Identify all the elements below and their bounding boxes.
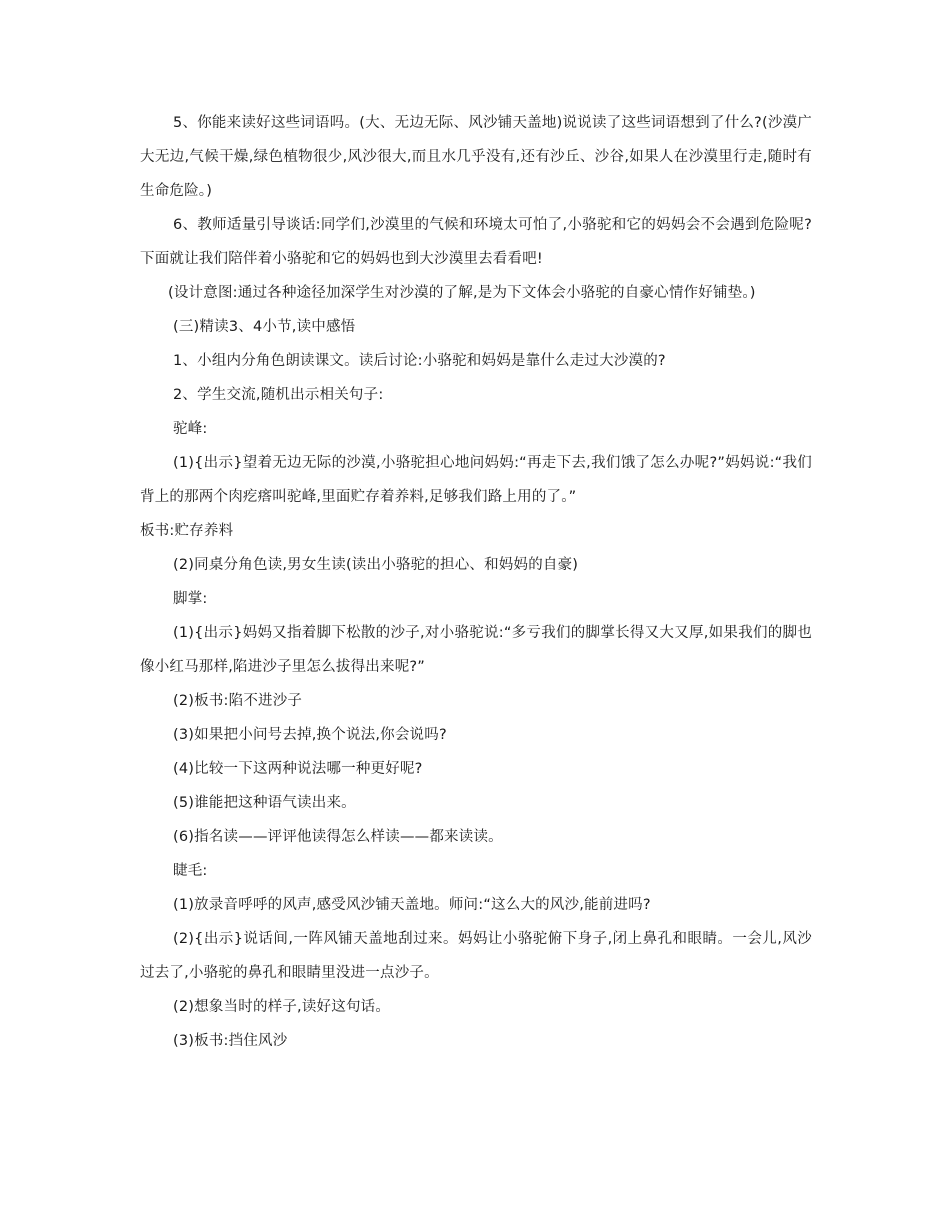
paragraph-step-1: 1、小组内分角色朗读课文。读后讨论:小骆驼和妈妈是靠什么走过大沙漠的? (173, 353, 666, 369)
paragraph-eyelash-1: (1)放录音呼呼的风声,感受风沙铺天盖地。师问:“这么大的风沙,能前进吗? (173, 897, 651, 913)
paragraph-hump-quote: (1){出示}望着无边无际的沙漠,小骆驼担心地问妈妈:“再走下去,我们饿了怎么办呢?”妈妈说:“我们背上的那两个肉疙瘩叫驼峰,里面贮存着养料,足够我们路上用的了。” (140, 455, 812, 505)
paragraph-item-5: 5、你能来读好这些词语吗。(大、无边无际、风沙铺天盖地)说说读了这些词语想到了什么?(沙漠广大无边,气候干燥,绿色植物很少,风沙很大,而且水几乎没有,还有沙丘、沙谷,如果人在沙漠里行走,随时有生命危险。) (140, 115, 812, 199)
subheading-eyelash: 睫毛: (173, 863, 208, 879)
paragraph-eyelash-board: (3)板书:挡住风沙 (173, 1033, 288, 1049)
paragraph-hump-reading: (2)同桌分角色读,男女生读(读出小骆驼的担心、和妈妈的自豪) (173, 557, 579, 573)
paragraph-design-intent: (设计意图:通过各种途径加深学生对沙漠的了解,是为下文体会小骆驼的自豪心情作好铺垫。) (168, 285, 756, 301)
paragraph-sole-quote: (1){出示}妈妈又指着脚下松散的沙子,对小骆驼说:“多亏我们的脚掌长得又大又厚,如果我们的脚也像小红马那样,陷进沙子里怎么拔得出来呢?” (140, 625, 812, 675)
paragraph-eyelash-quote: (2){出示}说话间,一阵风铺天盖地刮过来。妈妈让小骆驼俯下身子,闭上鼻孔和眼睛。一会儿,风沙过去了,小骆驼的鼻孔和眼睛里没进一点沙子。 (140, 931, 812, 981)
section-heading-3: (三)精读3、4小节,读中感悟 (173, 319, 356, 335)
subheading-hump: 驼峰: (173, 421, 208, 437)
paragraph-sole-q6: (6)指名读——评评他读得怎么样读——都来读读。 (173, 829, 503, 845)
paragraph-item-6: 6、教师适量引导谈话:同学们,沙漠里的气候和环境太可怕了,小骆驼和它的妈妈会不会遇到危险呢?下面就让我们陪伴着小骆驼和它的妈妈也到大沙漠里去看看吧! (140, 217, 812, 267)
subheading-sole: 脚掌: (173, 591, 208, 607)
paragraph-sole-q5: (5)谁能把这种语气读出来。 (173, 795, 356, 811)
paragraph-step-2: 2、学生交流,随机出示相关句子: (173, 387, 384, 403)
document-page (140, 106, 812, 1058)
paragraph-sole-q3: (3)如果把小问号去掉,换个说法,你会说吗? (173, 727, 447, 743)
paragraph-sole-board: (2)板书:陷不进沙子 (173, 693, 303, 709)
paragraph-board-note-1: 板书:贮存养料 (140, 523, 234, 539)
paragraph-sole-q4: (4)比较一下这两种说法哪一种更好呢? (173, 761, 423, 777)
paragraph-eyelash-read: (2)想象当时的样子,读好这句话。 (173, 999, 391, 1015)
